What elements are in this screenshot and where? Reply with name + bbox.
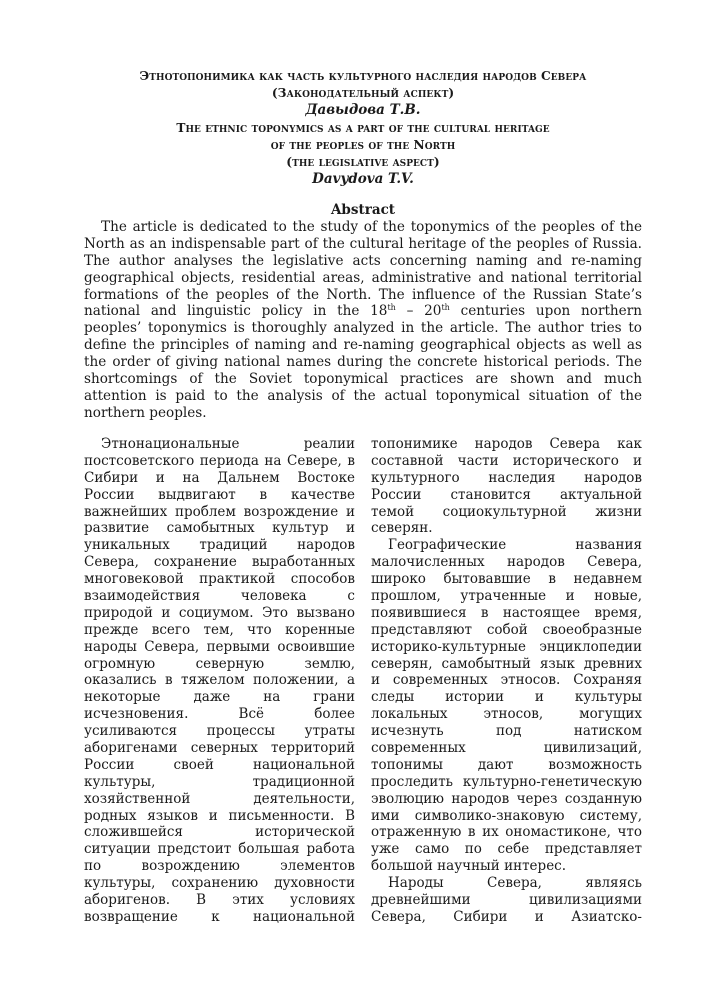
body-text-line: оказались в тяжелом положении, а xyxy=(84,672,355,689)
body-text-line: культуры, сохранению духовности xyxy=(84,875,355,892)
body-text-line: по возрождению элементов xyxy=(84,858,355,875)
body-text-line: хозяйственной деятельности, xyxy=(84,790,355,807)
text-fragment: centuries upon northern xyxy=(449,303,642,320)
body-text-line: проследить культурно-генетическую xyxy=(371,773,642,790)
body-text-line: родных языков и письменности. В xyxy=(84,807,355,824)
body-text-line: прошлом, утраченные и новые, xyxy=(371,588,642,605)
body-text-line: народы Севера, первыми освоившие xyxy=(84,638,355,655)
body-text-line: усиливаются процессы утраты xyxy=(84,723,355,740)
abstract-line: North as an indispensable part of the cultural heritage of the peoples of Russia. xyxy=(84,235,642,252)
body-text-line: Севера, сохранение выработанных xyxy=(84,554,355,571)
body-text-line: составной части исторического и xyxy=(371,452,642,469)
title-ru-line-2: (Законодательный аспект) xyxy=(271,86,455,100)
abstract-line: shortcomings of the Soviet toponymical practices are shown and much xyxy=(84,371,642,388)
body-text-line: эволюцию народов через созданную xyxy=(371,790,642,807)
abstract-line: define the principles of naming and re-naming geographical objects as well as xyxy=(84,337,642,354)
body-text-line: России выдвигают в качестве xyxy=(84,486,355,503)
body-text-line: аборигенов. В этих условиях xyxy=(84,892,355,909)
superscript: th xyxy=(441,303,450,313)
body-text-line: взаимодействия человека с xyxy=(84,588,355,605)
body-text-line: важнейших проблем возрождение и xyxy=(84,503,355,520)
body-text-line: постсоветского периода на Севере, в xyxy=(84,452,355,469)
superscript: th xyxy=(387,303,396,313)
abstract-line: formations of the peoples of the North. The influence of the Russian State’s xyxy=(84,286,642,303)
body-text-line: Народы Севера, являясь xyxy=(388,875,642,892)
title-ru-line-1: Этнотопонимика как часть культурного наследия народов Севера xyxy=(139,69,587,83)
body-text-line: аборигенами северных территорий xyxy=(84,740,355,757)
body-text-line: природой и социумом. Это вызвано xyxy=(84,604,355,621)
body-text-line: многовековой практикой способов xyxy=(84,571,355,588)
body-text-line: Этнонациональные реалии xyxy=(101,436,355,452)
article-header xyxy=(84,68,642,188)
title-en-line-2: of the peoples of the North xyxy=(270,137,456,152)
body-text-line: локальных этносов, могущих xyxy=(371,706,642,723)
body-text-line: северян. xyxy=(371,520,433,537)
body-text-line: появившиеся в настоящее время, xyxy=(371,604,642,621)
author-en: Davydova T.V. xyxy=(312,170,414,187)
body-text-line: малочисленных народов Севера, xyxy=(371,554,642,571)
body-text-line: культуры, традиционной xyxy=(84,773,355,790)
body-text-line: некоторые даже на грани xyxy=(84,689,355,706)
body-text-line: Географические названия xyxy=(388,537,642,554)
title-en-line-1: The ethnic toponymics as a part of the cultural heritage xyxy=(176,120,550,135)
body-text-line: развитие самобытных культур и xyxy=(84,520,355,537)
text-fragment: national and linguistic policy in the 18 xyxy=(84,303,388,320)
abstract-body xyxy=(84,219,642,422)
body-text-line: ими символико-знаковую систему, xyxy=(371,807,642,824)
text-fragment: – 20 xyxy=(395,303,442,320)
body-text-line: культурного наследия народов xyxy=(371,469,642,486)
abstract-heading: Abstract xyxy=(330,202,396,218)
title-en-line-3: (the legislative aspect) xyxy=(286,154,440,169)
body-text-line: представляют собой своеобразные xyxy=(371,621,642,638)
body-text-line: древнейшими цивилизациями xyxy=(371,892,642,909)
body-text-line: сложившейся исторической xyxy=(84,824,355,841)
body-text-line: огромную северную землю, xyxy=(84,655,355,672)
body-text-line: историко-культурные энциклопедии xyxy=(371,638,642,655)
body-text-line: уже само по себе представляет xyxy=(371,841,642,858)
author-ru: Давыдова Т.В. xyxy=(305,102,421,118)
body-text-line: большой научный интерес. xyxy=(371,858,567,875)
body-text-line: России становится актуальной xyxy=(371,486,642,503)
abstract-line: geographical objects, residential areas, administrative and national territorial xyxy=(84,269,642,286)
body-text-line: и современных этносов. Сохраняя xyxy=(371,672,642,689)
body-text-line: отраженную в их ономастиконе, что xyxy=(371,824,642,841)
body-text-line: исчезнуть под натиском xyxy=(371,723,642,740)
abstract-line: peoples’ toponymics is thoroughly analyzed in the article. The author tries to xyxy=(84,320,642,337)
body-text-line: северян, самобытный язык древних xyxy=(371,655,642,672)
body-text-line: уникальных традиций народов xyxy=(84,537,355,554)
abstract-line: The article is dedicated to the study of the toponymics of the peoples of the xyxy=(101,219,642,235)
abstract-line: attention is paid to the analysis of the actual toponymical situation of the xyxy=(84,387,642,404)
body-text-line: топонимике народов Севера как xyxy=(371,436,642,452)
body-text-line: Сибири и на Дальнем Востоке xyxy=(84,469,355,486)
body-text-line: прежде всего тем, что коренные xyxy=(84,621,355,638)
abstract-century-line xyxy=(84,303,642,320)
body-text-line: топонимы дают возможность xyxy=(371,756,642,773)
body-text-line: Севера, Сибири и Азиатско- xyxy=(371,908,642,925)
body-text-line: ситуации предстоит большая работа xyxy=(84,841,355,858)
body-text-line: исчезновения. Всё более xyxy=(84,706,355,723)
body-column-left xyxy=(84,436,355,926)
body-text-line: темой социокультурной жизни xyxy=(371,503,642,520)
body-text-line: возвращение к национальной xyxy=(84,908,355,925)
body-column-right xyxy=(371,436,642,926)
body-text-line: широко бытовавшие в недавнем xyxy=(371,571,642,588)
abstract-line: the order of giving national names during the concrete historical periods. The xyxy=(84,354,642,371)
body-text-line: современных цивилизаций, xyxy=(371,740,642,757)
abstract-line: northern peoples. xyxy=(84,404,207,421)
abstract-line: The author analyses the legislative acts concerning naming and re-naming xyxy=(84,252,642,269)
body-text-line: России своей национальной xyxy=(84,756,355,773)
body-text-line: следы истории и культуры xyxy=(371,689,642,706)
